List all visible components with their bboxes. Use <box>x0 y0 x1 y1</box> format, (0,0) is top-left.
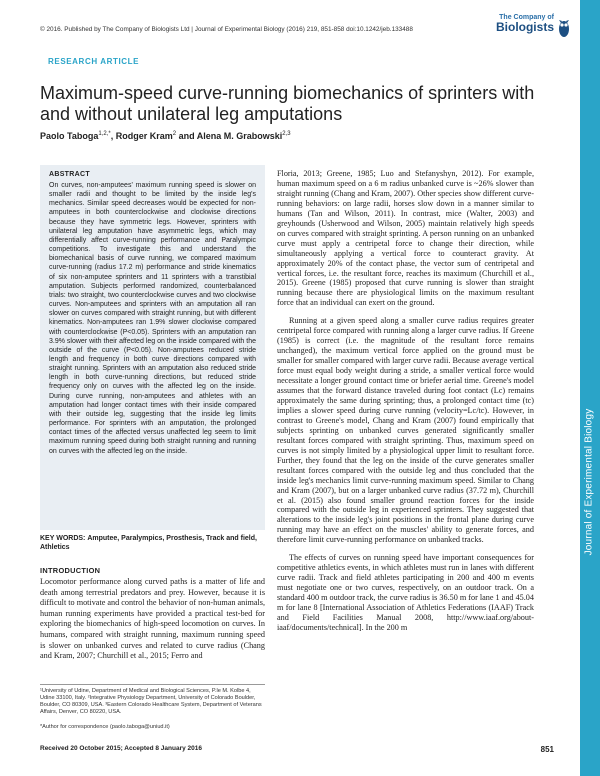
author-separator: , <box>110 131 116 141</box>
body-paragraph: Floria, 2013; Greene, 1985; Luo and Stefanyshyn, 2012). For example, human maximum speed on a 6 m radius unbanked curve is ~26% slower than straight running (Chang and Kram, 2007). Other species show different curve-running behaviors: on large radii, horses slow down in a manner similar to humans (Tan and Wilson, 2011). In contrast, mice (Walter, 2003) and greyhounds (Usherwood and Wilson, 2005) maintain relatively high speeds on curves compared with straight sprinting. A person running on an unbanked curve must apply a centripetal force to change their direction, while simultaneously applying a vertical force to counteract gravity. At approximately 20% of the contact phase, the vector sum of centripetal and vertical forces, i.e. the resultant force, reaches its maximum (Churchill et al., 2015). Greene (1985) proposed that curve running is slower than straight running because there are physiological limits on the maximum resultant force that an individual can exert on the ground. <box>277 169 534 308</box>
sidebar-journal-name: Journal of Experimental Biology <box>583 408 595 556</box>
owl-logo-icon <box>558 16 570 38</box>
footnote-divider <box>40 684 265 685</box>
introduction-text: Locomotor performance along curved paths is a matter of life and death among terrestrial predators and prey. However, because it is difficult to motivate and control the behavior of non-human animals, human running experiments have provided a practical test-bed for exploring the biomechanics of high-speed locomotion on curves. In humans, compared with straight running, maximum running speed is slower on unbanked curves and related to curve radius (Chang and Kram, 2007; Churchill et al., 2015; Ferro and <box>40 577 265 661</box>
article-title: Maximum-speed curve-running biomechanics of sprinters with and without unilateral leg amputations <box>40 83 535 124</box>
author-name: Alena M. Grabowski <box>196 131 283 141</box>
keywords-label: KEY WORDS: <box>40 535 86 542</box>
author-affiliation: 2 <box>172 131 177 137</box>
logo-line-2: Biologists <box>495 19 554 34</box>
abstract-heading: ABSTRACT <box>49 171 90 178</box>
received-dates: Received 20 October 2015; Accepted 8 January 2016 <box>40 745 202 752</box>
body-paragraph: Running at a given speed along a smaller curve radius requires greater centripetal force compared with running along a larger curve radius. If Greene (1985) is correct (i.e. the magnitude of the resultant force remains unchanged), the maximum vertical force applied on the ground must be smaller for smaller compared with larger curve radii. Because average vertical force must equal body weight during a stride, a smaller vertical force would necessitate a longer ground contact time or briefer aerial time. Greene's model assumes that the forward distance traveled during foot contact (Lc) remains approximately the same during sprinting; thus, a prolonged contact time (tc) implies a slower speed during curve running (velocity=Lc/tc). However, in contrast to Greene's model, Chang and Kram (2007) found empirically that subjects sprinting on unbanked curves generated significantly smaller resultant forces compared with straight sprinting. Thus, maximum speed on curves is not simply limited by a physiological upper limit to resultant force. Further, they found that the leg on the inside of the curve generates smaller resultant forces compared with the outside leg and thus concluded that the inside leg's mechanics limit curve-running maximum speed. Similar to Chang and Kram (2007), but on a larger unbanked curve radius (37.72 m), Churchill et al. (2015) also found smaller ground reaction forces for the inside compared with the outside leg in experienced sprinters. They suggested that alterations to the inside leg's joint positions in the frontal plane during curve running may have an effect on the muscles' ability to generate forces, and therefore limit curve-running performance on unbanked tracks. <box>277 316 534 545</box>
citation-header: © 2016. Published by The Company of Biologists Ltd | Journal of Experimental Biology (2016) 219, 851-858 doi:10.1242/jeb.133488 <box>40 26 413 33</box>
introduction-heading: INTRODUCTION <box>40 566 101 575</box>
author-affiliation: 2,3 <box>282 131 291 137</box>
abstract-box <box>40 165 265 530</box>
sidebar-label-container <box>582 202 596 762</box>
publisher-logo <box>496 15 554 33</box>
correspondence-footnote: *Author for correspondence (paolo.taboga@uniud.it) <box>40 724 170 730</box>
keywords <box>40 534 265 552</box>
author-name: Paolo Taboga <box>40 131 99 141</box>
author-list <box>40 131 291 141</box>
article-type-badge: RESEARCH ARTICLE <box>48 57 140 66</box>
right-column <box>277 169 534 633</box>
logo-line-1: The Company of <box>499 14 554 21</box>
body-paragraph: The effects of curves on running speed have important consequences for competitive athletics events, in which athletes must run in lanes with different curve radii. Track and field athletes participating in 200 and 400 m events must negotiate one or two curves, respectively, on an outdoor track. On a standard 400 m outdoor track, the curve radius is 36.50 m for lane 1 and 45.04 m for lane 8 [International Association of Athletics Federations (IAAF) Track and Field Facilities Manual 2008, http://www.iaaf.org/about-iaaf/documents/technical]. In the 200 m <box>277 553 534 632</box>
affiliations-footnote: ¹University of Udine, Department of Medical and Biological Sciences, P.le M. Kolbe 4, Udine 33100, Italy. ²Integrative Physiology Department, University of Colorado Boulder, Boulder, CO 80309, USA. ³Eastern Colorado Healthcare System, Department of Veterans Affairs, Denver, CO 80220, USA. <box>40 688 262 715</box>
page-number: 851 <box>540 745 554 754</box>
author-name: Rodger Kram <box>115 131 173 141</box>
abstract-text: On curves, non-amputees' maximum running speed is slower on smaller radii and thought to be limited by the inside leg's mechanics. Similar speed decreases would be expected for non-amputees in both counterclockwise and clockwise directions because they have symmetric legs. However, sprinters with unilateral leg amputation have asymmetric legs, which may differentially affect curve-running performance and Paralympic competitions. To investigate this and understand the biomechanical basis of curve running, we compared maximum curve-running (radius 17.2 m) performance and stride kinematics of six non-amputee sprinters and 11 sprinters with a transtibial amputation. Subjects performed randomized, counterbalanced trials: two straight, two counterclockwise curves and two clockwise curves. Non-amputees and sprinters with an amputation all ran slower on curves compared with straight running, but with different kinematics. Non-amputees ran 1.9% slower clockwise compared with counterclockwise (P<0.05). Sprinters with an amputation ran 3.9% slower with their affected leg on the inside compared with the outside of the curve (P<0.05). Non-amputees reduced stride length and frequency in both curve directions compared with straight running. Sprinters with an amputation also reduced stride length in both curve-running directions, but reduced stride frequency only on curves with the affected leg on the inside. During curve running, non-amputees and athletes with an amputation had longer contact times with their inside compared with their outside leg, suggesting that the inside leg limits performance. For sprinters with an amputation, the prolonged contact times of the affected versus unaffected leg seem to limit maximum running speed during both straight running and running on curves with the affected leg on the inside. <box>49 182 256 455</box>
author-separator: and <box>176 131 197 141</box>
keywords-text: Amputee, Paralympics, Prosthesis, Track and field, Athletics <box>40 535 257 551</box>
author-affiliation: 1,2,* <box>98 131 111 137</box>
